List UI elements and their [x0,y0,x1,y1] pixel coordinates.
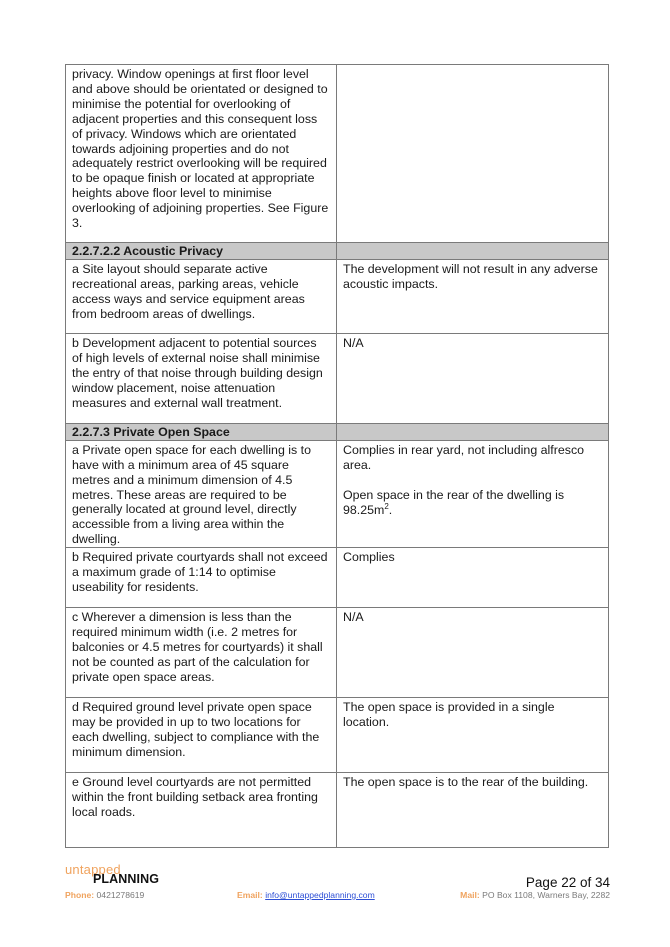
requirement-cell: e Ground level courtyards are not permitted within the front building setback area fronting local roads. [66,773,337,848]
assessment-table [65,64,609,848]
response-text-end: . [388,502,393,517]
response-cell [337,440,609,547]
footer-mail [460,890,610,900]
section-heading-blank [337,423,609,440]
page-footer [65,862,610,912]
mail-label: Mail: [460,890,480,900]
table-row [66,698,609,773]
requirement-cell: c Wherever a dimension is less than the required minimum width (i.e. 2 metres for balconies or 4.5 metres for courtyards) it shall not be counted as part of the calculation for private open space areas. [66,608,337,698]
logo-planning-text: PLANNING [93,872,160,886]
section-heading: 2.2.7.3 Private Open Space [66,423,337,440]
section-heading: 2.2.7.2.2 Acoustic Privacy [66,243,337,260]
table-row [66,333,609,423]
table-row [66,773,609,848]
requirement-cell: b Development adjacent to potential sources of high levels of external noise shall minimise the entry of that noise through building design window placement, noise attenuation measures and external wall treatment. [66,333,337,423]
table-row [66,440,609,547]
response-cell: Complies [337,548,609,608]
table-row [66,608,609,698]
footer-phone [65,890,144,900]
footer-email [237,890,375,900]
section-heading-row [66,423,609,440]
response-text: Open space in the rear of the dwelling is 98.25m [343,487,565,517]
response-cell: N/A [337,333,609,423]
table-row [66,548,609,608]
mail-value: PO Box 1108, Warners Bay, 2282 [482,890,610,900]
section-heading-blank [337,243,609,260]
phone-value: 0421278619 [96,890,145,900]
email-label: Email: [237,890,263,900]
requirement-cell: privacy. Window openings at first floor level and above should be orientated or designed to minimise the potential for overlooking of adjacent properties and this consequent loss of privacy. Windows which are orientated towards adjoining properties and do not adequately restrict overlooking will be required to be opaque finish or located at appropriate heights above floor level to minimise overlooking of adjoining properties. See Figure 3. [66,65,337,243]
response-cell [337,65,609,243]
requirement-cell: b Required private courtyards shall not exceed a maximum grade of 1:14 to optimise useability for residents. [66,548,337,608]
response-cell: The open space is to the rear of the building. [337,773,609,848]
page-number: Page 22 of 34 [525,875,610,890]
phone-label: Phone: [65,890,95,900]
table-row [66,259,609,333]
requirement-cell: d Required ground level private open space may be provided in up to two locations for each dwelling, subject to compliance with the minimum dimension. [66,698,337,773]
table-row [66,65,609,243]
untapped-planning-logo [65,862,185,890]
response-paragraph: Complies in rear yard, not including alfresco area. [343,442,585,472]
response-paragraph [343,488,602,518]
section-heading-row [66,243,609,260]
response-cell: The open space is provided in a single location. [337,698,609,773]
logo-untapped-text: untapped [65,862,121,877]
email-link[interactable]: info@untappedplanning.com [265,890,375,900]
superscript: 2 [384,501,389,511]
requirement-cell: a Site layout should separate active recreational areas, parking areas, vehicle access ways and service equipment areas from bedroom areas of dwellings. [66,259,337,333]
response-cell: N/A [337,608,609,698]
requirement-cell: a Private open space for each dwelling is to have with a minimum area of 45 square metres and a minimum dimension of 4.5 metres. These areas are required to be generally located at ground level, directly accessible from a living area within the dwelling. [66,440,337,547]
response-cell: The development will not result in any adverse acoustic impacts. [337,259,609,333]
